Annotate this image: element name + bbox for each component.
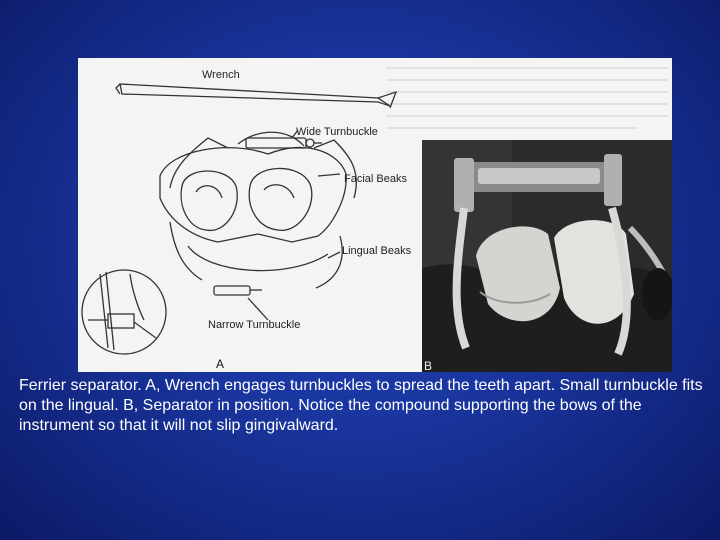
- separator-drawing: [160, 130, 356, 320]
- narrow-turnbuckle-label: Narrow Turnbuckle: [208, 319, 301, 331]
- figure-caption: Ferrier separator. A, Wrench engages turnbuckles to spread the teeth apart. Small turnbuckle fits on the lingual. B, Separator in position. Notice the compound supporting the bows of the instrument so that it will not slip gingivalward.: [19, 377, 703, 434]
- panel-b-label: B: [424, 359, 433, 372]
- wrench-drawing: [116, 84, 396, 108]
- inset-detail-drawing: [82, 270, 166, 354]
- wide-turnbuckle-label: Wide Turnbuckle: [296, 126, 378, 138]
- figure-illustration: [78, 58, 672, 372]
- ferrier-separator-figure: [78, 58, 672, 372]
- panel-a-label: A: [216, 357, 225, 371]
- lingual-beaks-label: Lingual Beaks: [342, 245, 412, 257]
- facial-beaks-label: Facial Beaks: [344, 173, 407, 185]
- wrench-label: Wrench: [202, 69, 240, 81]
- separator-photo-b: [422, 140, 672, 372]
